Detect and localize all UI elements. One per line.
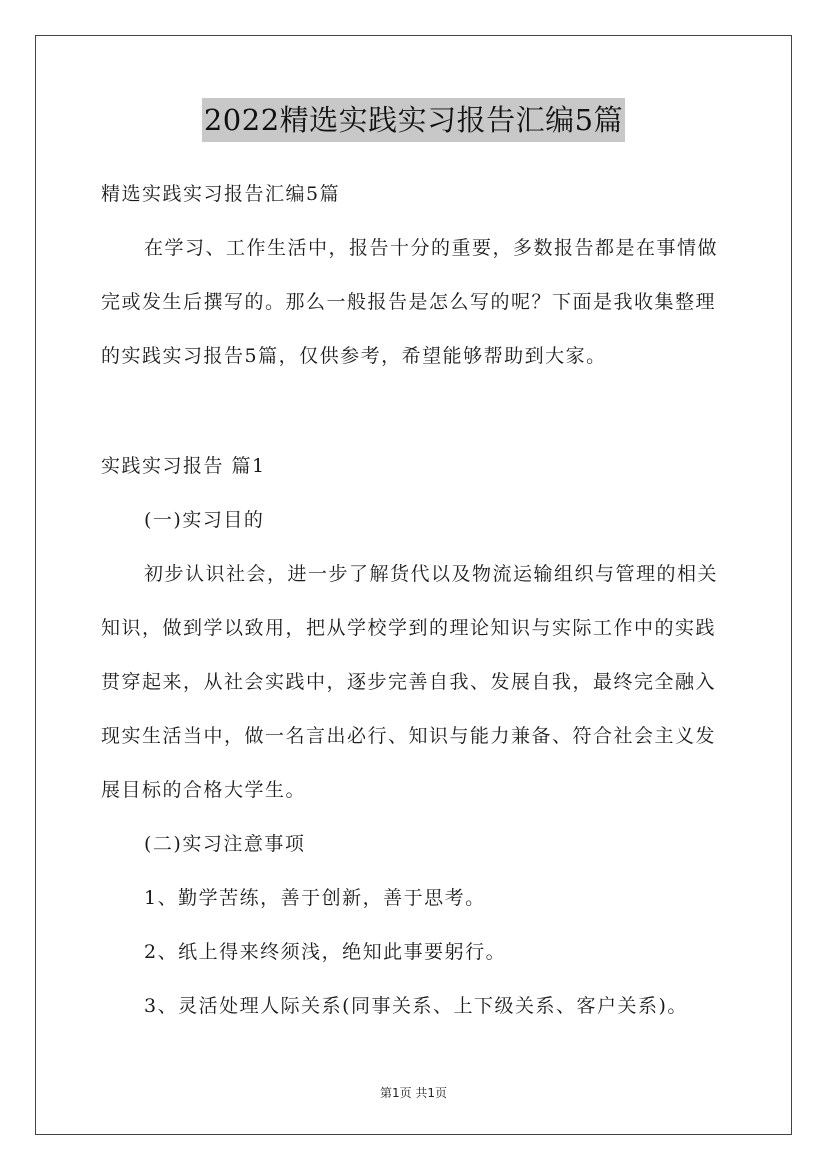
purpose-line-4: 现实生活当中，做一名言出必行、知识与能力兼备、符合社会主义发 (101, 725, 717, 747)
intro-line-2: 完或发生后撰写的。那么一般报告是怎么写的呢？下面是我收集整理 (101, 291, 717, 313)
document-title: 2022精选实践实习报告汇编5篇 (202, 98, 625, 142)
document-subtitle: 精选实践实习报告汇编5篇 (101, 183, 341, 205)
purpose-line-2: 知识，做到学以致用，把从学校学到的理论知识与实际工作中的实践 (101, 617, 717, 639)
purpose-line-3: 贯穿起来，从社会实践中，逐步完善自我、发展自我，最终完全融入 (101, 671, 717, 693)
note-item-1: 1、勤学苦练，善于创新，善于思考。 (144, 887, 486, 909)
intro-line-1: 在学习、工作生活中，报告十分的重要，多数报告都是在事情做 (144, 237, 719, 259)
purpose-line-1: 初步认识社会，进一步了解货代以及物流运输组织与管理的相关 (144, 563, 719, 585)
notes-heading: (二)实习注意事项 (144, 833, 306, 855)
purpose-line-5: 展目标的合格大学生。 (101, 779, 307, 801)
section-heading: 实践实习报告 篇1 (101, 455, 266, 477)
note-item-2: 2、纸上得来终须浅，绝知此事要躬行。 (144, 941, 507, 963)
title-container (0, 98, 827, 142)
purpose-heading: (一)实习目的 (144, 509, 265, 531)
note-item-3: 3、灵活处理人际关系(同事关系、上下级关系、客户关系)。 (144, 995, 688, 1017)
page-footer: 第1页 共1页 (379, 1086, 448, 1100)
intro-line-3: 的实践实习报告5篇，仅供参考，希望能够帮助到大家。 (101, 345, 607, 367)
